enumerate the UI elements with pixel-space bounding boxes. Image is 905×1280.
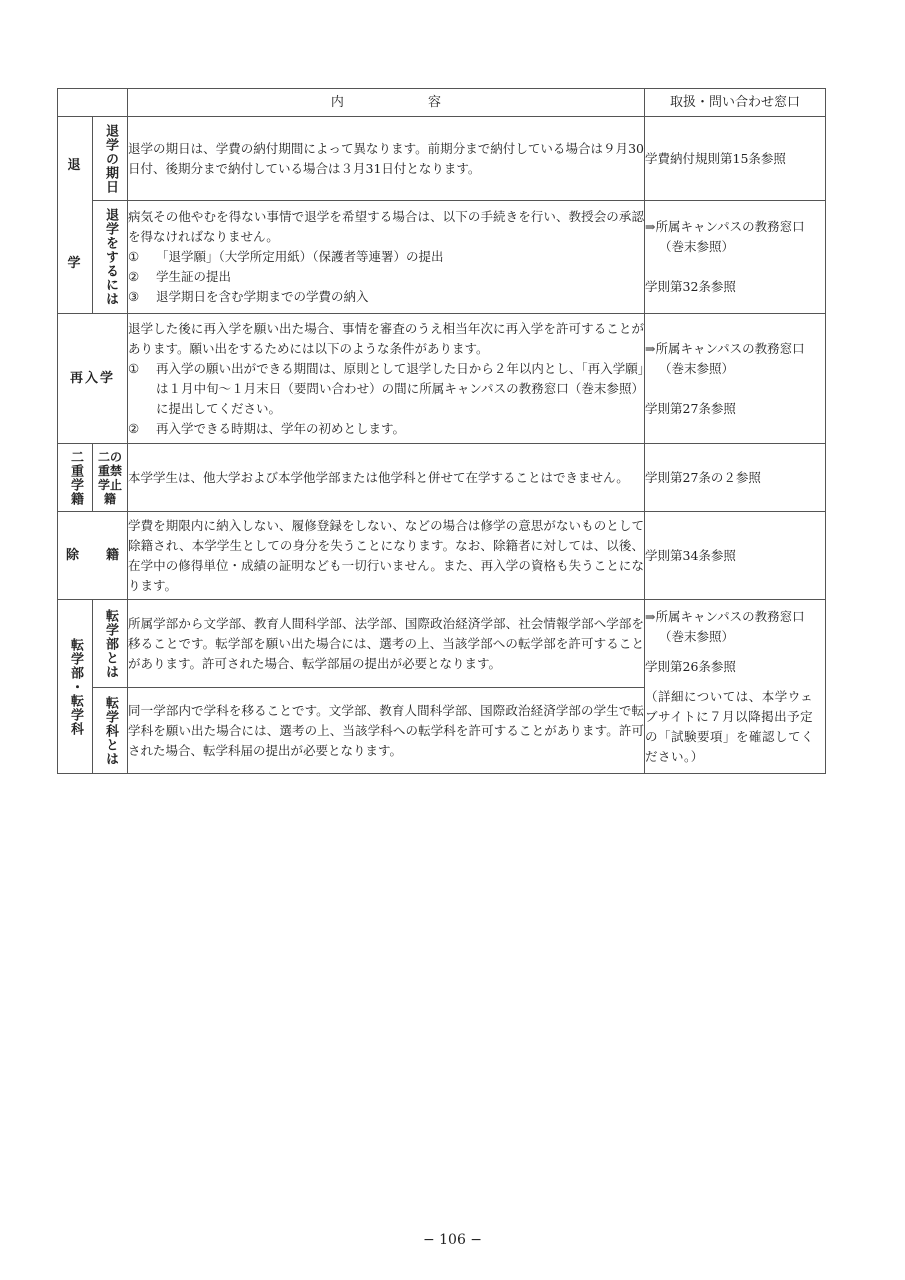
list-item [128,419,644,439]
double-enrollment-row [58,444,826,512]
list-item-text: 退学期日を含む学期までの学費の納入 [156,289,369,305]
list-item-number: ③ [128,289,140,305]
expulsion-content [128,512,645,600]
list-item [128,247,644,267]
list-item-number: ② [128,420,140,436]
academic-status-table [57,88,826,774]
list-item-text: 学生証の提出 [156,269,232,285]
withdrawal-procedure-row [58,201,826,314]
withdrawal-procedure-content [128,201,645,314]
readmission-intro: 退学した後に再入学を願い出た場合、事情を審査のうえ相当年次に再入学を許可することがあります。願い出をするためには以下のような条件があります。 [128,320,644,356]
withdrawal-date-contact-text: 学費納付規則第15条参照 [645,150,786,166]
expulsion-label-left: 除 [66,547,80,563]
double-enrollment-label-1: 二重学籍 [68,449,83,506]
transfer-category-cell [58,600,93,774]
header-content: 内 容 [128,89,645,117]
withdrawal-date-content [128,117,645,201]
list-item [128,287,644,307]
header-blank-cell [58,89,128,117]
transfer-contact-note: （詳細については、本学ウェブサイトに７月以降掲出予定の「試験要項」を確認してください。） [645,688,815,764]
withdrawal-category-bottom: 学 [67,256,83,271]
expulsion-label-right: 籍 [105,547,119,563]
withdrawal-date-row [58,117,826,201]
readmission-contact-rule: 学則第27条参照 [645,400,736,416]
list-item-number: ② [128,269,140,285]
double-enrollment-label-2a: 二の [97,449,122,464]
withdrawal-date-label-cell [93,117,128,201]
transfer-department-text: 同一学部内で学科を移ることです。文学部、教育人間科学部、国際政治経済学部の学生で転学科を願い出た場合には、選考の上、当該学科への転学科を許可することがあります。許可された場合、転学科届の提出が必要となります。 [128,702,644,758]
double-enrollment-label-2c: 学止 [97,477,122,492]
withdrawal-procedure-intro: 病気その他やむを得ない事情で退学を希望する場合は、以下の手続きを行い、教授会の承認を得なければなりません。 [128,209,644,245]
transfer-contact [645,600,826,774]
double-enrollment-content [128,444,645,512]
readmission-content [128,314,645,444]
readmission-contact [645,314,826,444]
withdrawal-date-label: 退学の期日 [103,123,118,194]
expulsion-label-cell [58,512,128,600]
expulsion-contact-text: 学則第34条参照 [645,547,736,563]
list-item-number: ① [128,249,140,265]
double-enrollment-text: 本学学生は、他大学および本学他学部または他学科と併せて在学することはできません。 [128,469,629,485]
transfer-faculty-row [58,600,826,688]
transfer-department-label: 転学科とは [103,695,118,766]
expulsion-row [58,512,826,600]
withdrawal-procedure-contact-rule: 学則第32条参照 [645,279,736,295]
expulsion-text: 学費を期限内に納入しない、履修登録をしない、などの場合は修学の意思がないものとして除籍され、本学学生としての身分を失うことになります。なお、除籍者に対しては、以後、在学中の修得単位・成績の証明なども一切行いません。また、再入学の資格も失うことになります。 [128,517,644,593]
withdrawal-category [58,117,93,314]
transfer-category: 転学部・転学科 [68,637,83,736]
double-enrollment-label-2d: 籍 [103,491,116,506]
transfer-department-label-cell [93,688,128,774]
list-item-text: 再入学できる時期は、学年の初めとします。 [156,420,406,436]
double-enrollment-label-cell-1 [58,444,93,512]
list-item [128,359,644,419]
table-header-row [58,89,826,117]
list-item-text: 「退学願」（大学所定用紙）（保護者等連署）の提出 [156,249,444,265]
readmission-contact-window: ⇒所属キャンパスの教務窓口（巻末参照） [645,340,805,376]
page-number: − 106 − [422,1232,483,1248]
transfer-faculty-label: 転学部とは [103,608,118,679]
double-enrollment-label-2b: 重禁 [97,463,122,478]
readmission-label-cell [58,314,128,444]
list-item-number: ① [128,360,140,376]
transfer-faculty-label-cell [93,600,128,688]
withdrawal-date-text: 退学の期日は、学費の納付期間によって異なります。前期分まで納付している場合は９月30日付、後期分まで納付している場合は３月31日付となります。 [128,140,644,176]
withdrawal-procedure-contact-window: ⇒所属キャンパスの教務窓口（巻末参照） [645,219,805,255]
withdrawal-procedure-label-cell [93,201,128,314]
withdrawal-date-contact [645,117,826,201]
transfer-faculty-text: 所属学部から文学部、教育人間科学部、法学部、国際政治経済学部、社会情報学部へ学部を移ることです。転学部を願い出た場合には、選考の上、当該学部への転学部を許可することがあります。許可された場合、転学部届の提出が必要となります。 [128,615,644,671]
transfer-faculty-content [128,600,645,688]
readmission-label: 再入学 [69,371,115,386]
withdrawal-procedure-contact [645,201,826,314]
transfer-department-content [128,688,645,774]
withdrawal-category-top: 退 [67,158,83,173]
list-item-text: 再入学の願い出ができる期間は、原則として退学した日から２年以内とし、「再入学願」は１月中旬〜１月末日（要問い合わせ）の間に所属キャンパスの教務窓口（巻末参照）に提出してください。 [156,360,644,416]
double-enrollment-contact-text: 学則第27条の２参照 [645,469,761,485]
header-contact: 取扱・問い合わせ窓口 [645,89,826,117]
readmission-row [58,314,826,444]
withdrawal-procedure-label: 退学をするには [103,208,118,307]
double-enrollment-label-cell-2 [93,444,128,512]
list-item [128,267,644,287]
transfer-contact-rule: 学則第26条参照 [645,658,736,674]
transfer-contact-window: ⇒所属キャンパスの教務窓口（巻末参照） [645,608,805,644]
double-enrollment-contact [645,444,826,512]
expulsion-contact [645,512,826,600]
